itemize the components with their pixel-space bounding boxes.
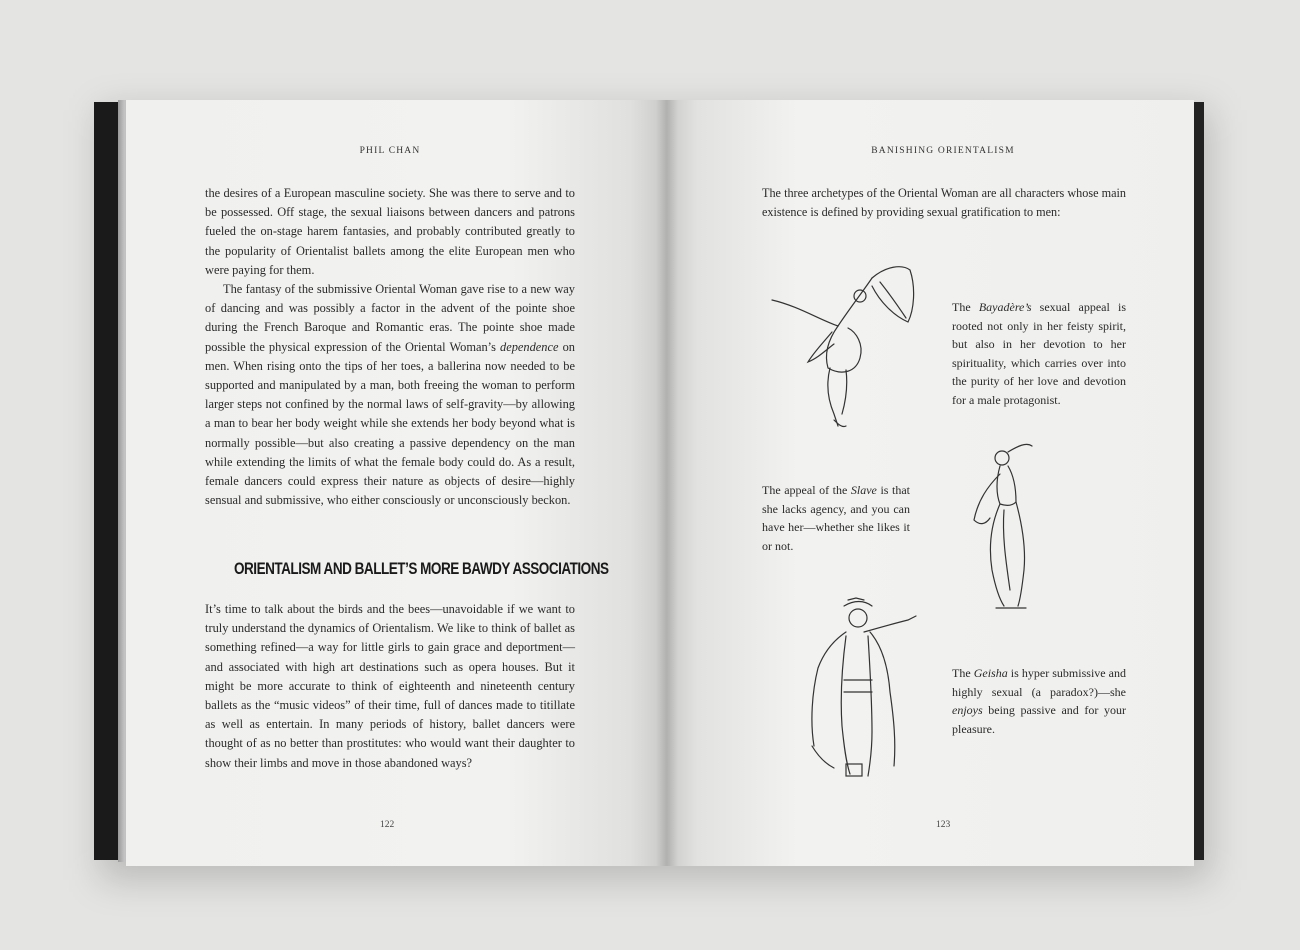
left-body-bottom	[205, 600, 575, 773]
geisha-caption: The Geisha is hyper submissive and highly sexual (a paradox?)—she enjoys being passive and for your pleasure.	[952, 666, 1126, 736]
running-head-right: BANISHING ORIENTALISM	[871, 146, 1015, 156]
geisha-term: Geisha	[973, 666, 1008, 680]
paragraph-3: It’s time to talk about the birds and the bees—unavoidable if we want to truly understand the dynamics of Orientalism. We like to think of ballet as something refined—a way for little girls to gain grace and deportment—and associated with high art destinations such as opera houses. But it might be more accurate to think of eighteenth and nineteenth century ballets as the “music videos” of their time, full of dances made to titillate as well as entertain. In many periods of history, ballet dancers were thought of as no better than prostitutes: who would want their daughter to show their limbs and move in those abandoned ways?	[205, 602, 575, 770]
slave-term: Slave	[850, 483, 877, 497]
bayadere-caption: The Bayadère’s sexual appeal is rooted not only in her feisty spirit, but also in her devotion to her spirituality, which carries over into the purity of her love and devotion for a male protagonist.	[952, 300, 1126, 407]
emphasis-dependence: dependence	[500, 339, 559, 354]
page-number-left: 122	[380, 820, 395, 830]
geisha-illustration	[798, 596, 928, 786]
paragraph-1: the desires of a European masculine society. She was there to serve and to be possessed. Off stage, the sexual liaisons between dancers and patrons fueled the on-stage harem fantasies, and probably contributed greatly to the popularity of Orientalist ballets among the elite European men who were paying for them.	[205, 186, 575, 277]
paragraph-2: The fantasy of the submissive Oriental Woman gave rise to a new way of dancing and was possibly a factor in the advent of the pointe shoe during the French Baroque and Romantic eras. The pointe shoe made possible the physical expression of the Oriental Woman’s dependence on men. When rising onto the tips of her toes, a ballerina now needed to be supported and manipulated by a man, both freeing the woman to perform larger steps not confined by the normal laws of self-gravity—by allowing a man to bear her body weight while she extends her body beyond what is normally possible—but also creating a passive dependency on the man while extending the limits of what the female body could do. As a result, female dancers could express their nature as objects of desire—highly sensual and submissive, who either consciously or unconsciously beckon.	[205, 282, 575, 508]
slave-dancer-illustration	[966, 440, 1056, 615]
slave-caption: The appeal of the Slave is that she lacks agency, and you can have her—whether she likes it or not.	[762, 483, 910, 553]
book-gutter	[656, 100, 678, 866]
enjoys-term: enjoys	[952, 703, 983, 718]
bayadere-term: Bayadère’s	[978, 300, 1032, 314]
right-intro: The three archetypes of the Oriental Woman are all characters whose main existence is defined by providing sexual gratification to men:	[762, 186, 1126, 220]
running-head-left: PHIL CHAN	[359, 146, 421, 156]
bayadere-dancer-illustration	[768, 258, 938, 433]
page-number-right: 123	[936, 820, 951, 830]
left-body-top	[205, 184, 575, 510]
section-heading: ORIENTALISM AND BALLET’S MORE BAWDY ASSOCIATIONS	[234, 560, 609, 578]
